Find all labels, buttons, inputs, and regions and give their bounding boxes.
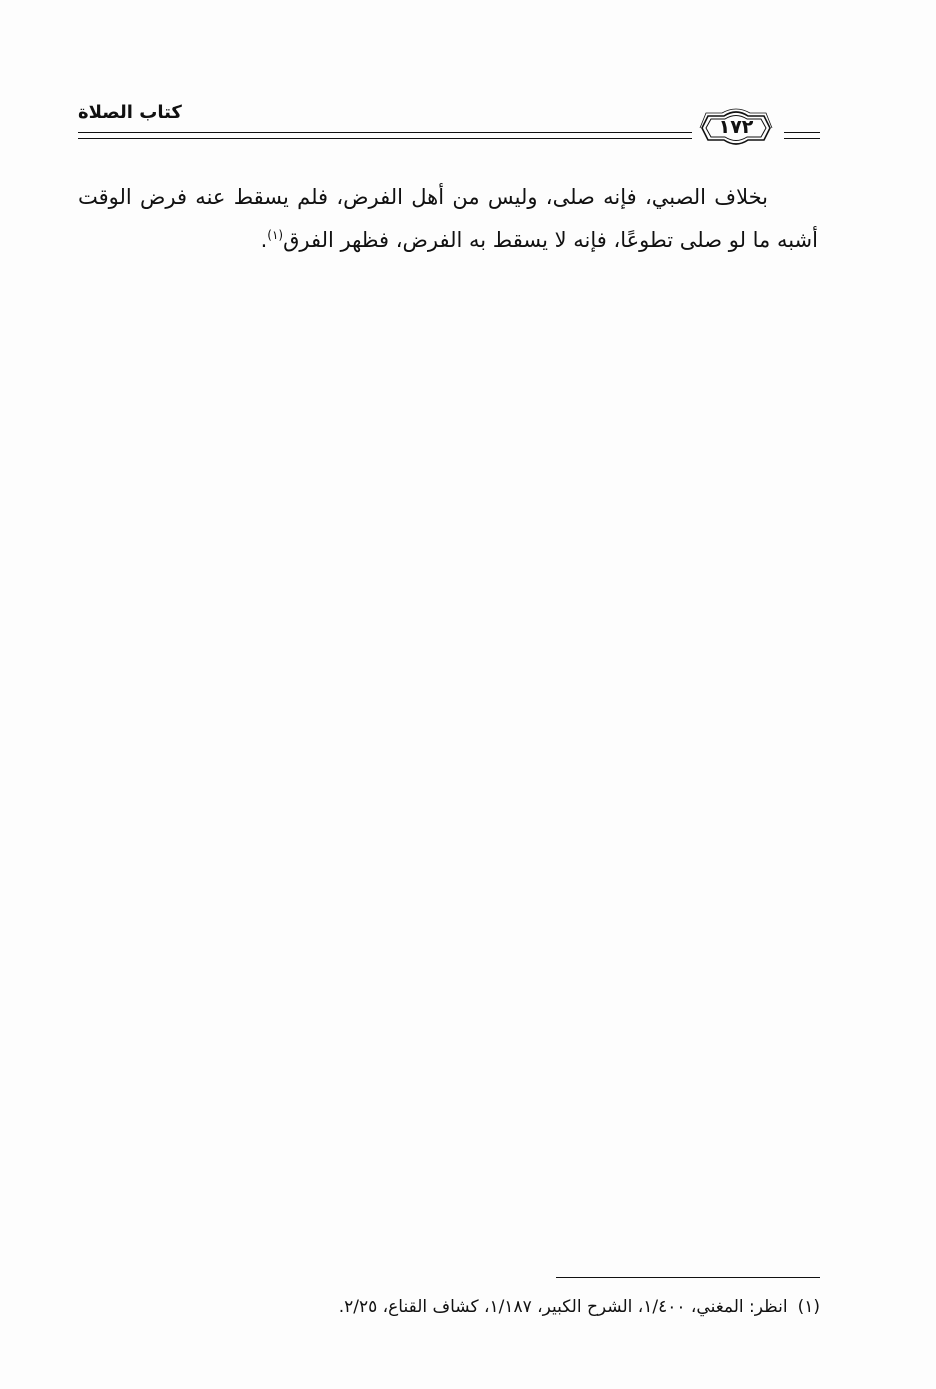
header-rule [78,132,692,139]
main-text [78,176,818,262]
footnote [339,1290,820,1324]
header-rule-right [784,132,820,139]
paragraph-text: بخلاف الصبي، فإنه صلى، وليس من أهل الفرض، فلم يسقط عنه فرض الوقت أشبه ما لو صلى تطوعًا، فإنه لا يسقط به الفرض، فظهر الفرق [78,185,818,252]
running-title: كتاب الصلاة [78,102,182,123]
footnote-text: انظر: المغني، ١/٤٠٠، الشرح الكبير، ١/١٨٧، كشاف القناع، ٢/٢٥. [338,1297,788,1317]
footnote-reference[interactable]: (١) [267,228,284,242]
paragraph [78,176,818,262]
page-header [78,98,820,158]
footnote-separator [556,1277,820,1278]
footnote-marker: (١) [797,1297,820,1317]
page-number: ١٧٢ [718,116,754,138]
paragraph-end: . [260,228,268,252]
page-number-badge [698,106,774,150]
